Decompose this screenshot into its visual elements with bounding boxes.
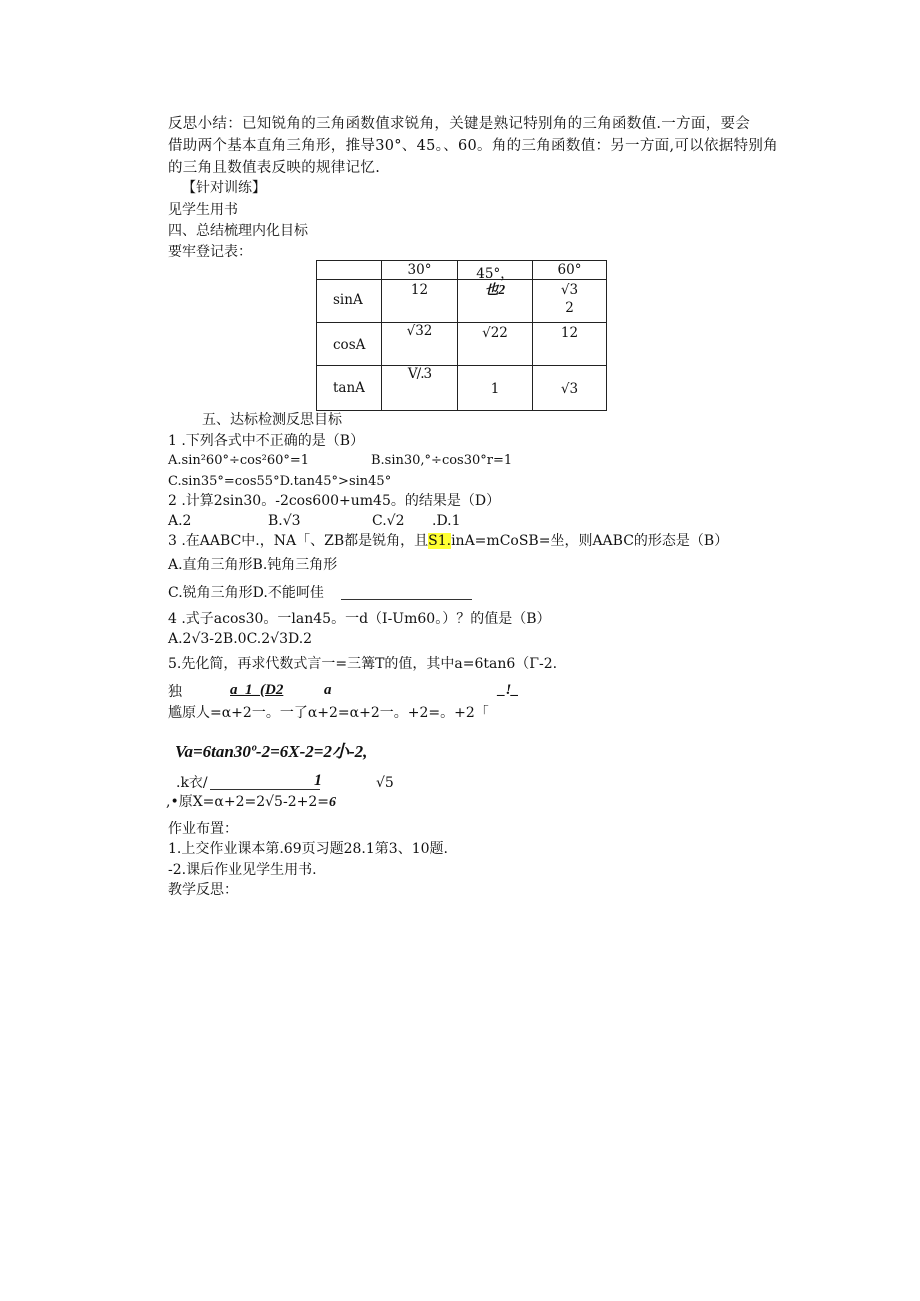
- homework-item-1: 1.上交作业课本第.69页习题28.1第3、10题.: [168, 841, 448, 857]
- question-3-options-cd: C.锐角三角形D.不能呵佳: [168, 585, 324, 601]
- table-cell: 12: [382, 280, 458, 323]
- question-1-option-cd: C.sin35°=cos55°D.tan45°>sin45°: [168, 474, 392, 489]
- table-cell: 也2: [458, 280, 533, 323]
- table-header-cell: 45°，: [458, 261, 533, 280]
- solution-fraction-right: _!_: [498, 682, 519, 698]
- table-row: [317, 366, 607, 411]
- table-header-cell: 30°: [382, 261, 458, 280]
- table-cell: √3: [533, 366, 607, 411]
- question-3-options-ab: A.直角三角形B.钝角三角形: [168, 557, 338, 573]
- question-3-stem: 3 .在AABC中.，NA「、ZB都是锐角，且S1.inA=mCoSB=坐，则AABC的形态是（B）: [168, 533, 729, 549]
- reflection-paragraph: [168, 113, 782, 179]
- question-1-stem: 1 .下列各式中不正确的是（B）: [168, 433, 365, 449]
- reflection-line-2: 借助两个基本直角三角形，推导30°、45。、60。角的三角函数值：另一方面,可以依据特别角: [168, 138, 778, 154]
- section-5-heading: 五、达标检测反思目标: [202, 412, 342, 428]
- table-cell: √3 2: [533, 280, 607, 323]
- question-1-option-b: B.sin30,°÷cos30°r=1: [371, 453, 513, 468]
- table-cell: 12: [533, 323, 607, 366]
- homework-item-2: -2.课后作业见学生用书.: [168, 862, 317, 878]
- answer-blank-line: [341, 599, 472, 600]
- solution-step-4-mid: 1: [314, 772, 322, 789]
- table-cell: √32: [382, 323, 458, 366]
- question-2-option-c: C.√2: [372, 513, 405, 529]
- solution-final-value: 6: [328, 795, 336, 810]
- trig-values-table: [316, 260, 607, 411]
- teaching-reflection-label: 教学反思：: [168, 882, 238, 898]
- section-4-heading: 四、总结梳理内化目标: [168, 223, 308, 239]
- question-1-option-a: A.sin²60°÷cos²60°=1: [168, 453, 310, 468]
- table-row: [317, 323, 607, 366]
- table-row: [317, 280, 607, 323]
- solution-fraction-variable: a: [324, 682, 332, 698]
- question-2-option-d: .D.1: [432, 513, 461, 529]
- solution-step-3: Va=6tan30º-2=6X-2=2小-2,: [175, 742, 368, 761]
- solution-step-4-left: .k衣/: [176, 775, 208, 791]
- table-row-label: tanA: [317, 366, 382, 411]
- question-5-stem: 5.先化简，再求代数式言一=三篝T的值，其中a=6tan6（Γ-2.: [168, 656, 558, 672]
- table-cell: √22: [458, 323, 533, 366]
- table-row-label: sinA: [317, 280, 382, 323]
- table-cell: 1: [458, 366, 533, 411]
- reflection-line-1: 反思小结：已知锐角的三角函数值求锐角，关键是熟记特别角的三角函数值.一方面，要会: [168, 116, 751, 132]
- question-2-option-a: A.2: [168, 513, 192, 529]
- solution-fraction-numerator: a_1_(D2: [230, 682, 284, 698]
- reflection-line-3: 的三角且数值表反映的规律记忆.: [168, 160, 381, 176]
- fraction-line: [210, 789, 320, 790]
- highlighted-text: S1.: [428, 533, 452, 549]
- solution-final: [166, 793, 336, 812]
- question-4-options: A.2√3-2B.0C.2√3D.2: [168, 631, 313, 647]
- solution-step-2: 尴原人=α+2一。一了α+2=α+2一。+2=。+2「: [168, 705, 489, 721]
- memorize-text: 要牢登记表：: [168, 244, 252, 260]
- solution-step-4-right: √5: [376, 775, 394, 791]
- table-header-cell: [317, 261, 382, 280]
- see-book-text: 见学生用书: [168, 202, 238, 218]
- table-header-row: [317, 261, 607, 280]
- solution-label: 独: [168, 684, 182, 700]
- question-2-option-b: B.√3: [268, 513, 301, 529]
- solution-final-expr: ,•原X=α+2=2√5-2+2=: [166, 794, 329, 810]
- homework-title: 作业布置：: [168, 821, 238, 837]
- question-2-stem: 2 .计算2sin30。-2cos600+um45。的结果是（D）: [168, 493, 501, 509]
- table-cell: V/.3: [382, 366, 458, 411]
- table-row-label: cosA: [317, 323, 382, 366]
- question-4-stem: 4 .式子acos30。一lan45。一d（I-Um60。）？的值是（B）: [168, 611, 551, 627]
- table-header-cell: 60°: [533, 261, 607, 280]
- training-heading: 【针对训练】: [182, 180, 266, 196]
